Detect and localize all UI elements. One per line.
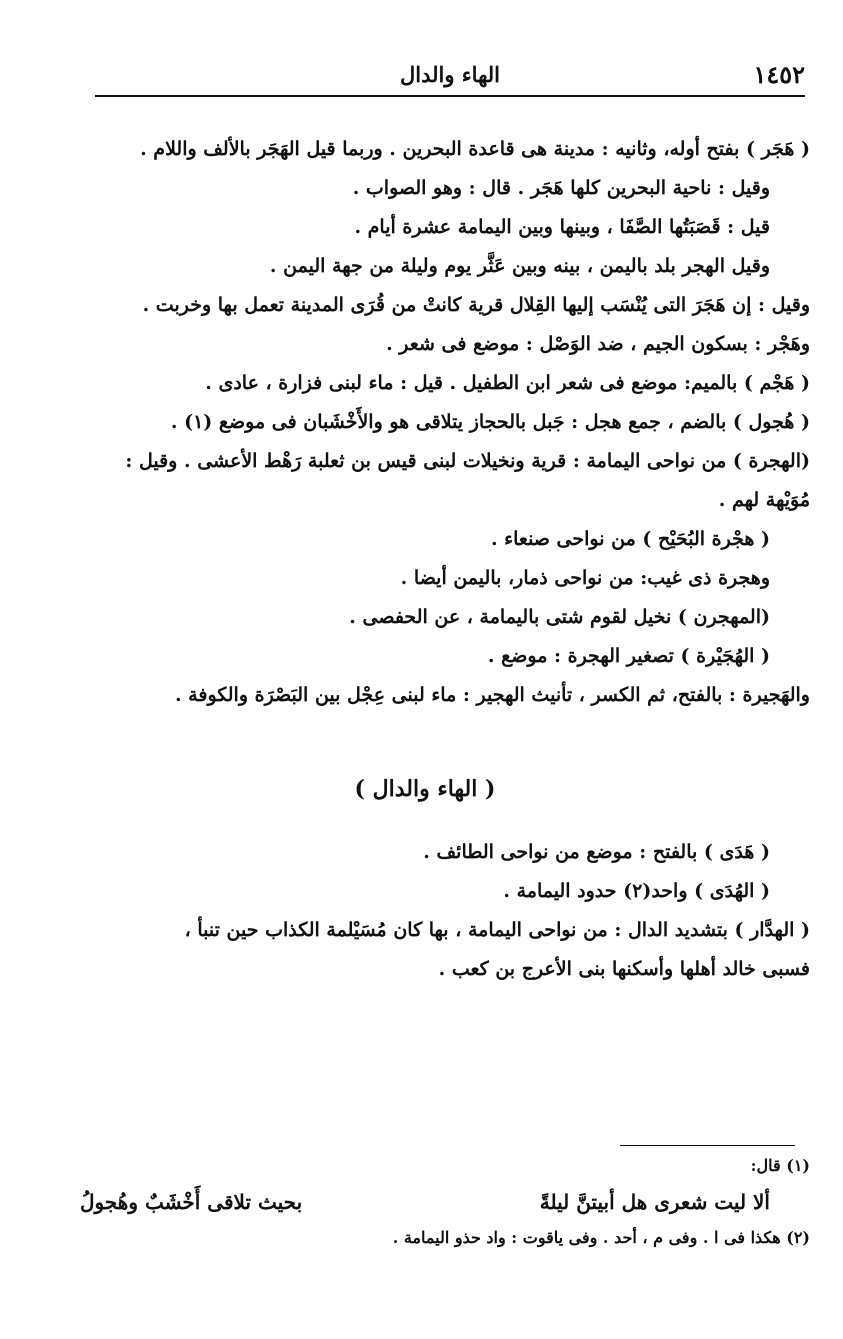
footnote-rule	[620, 1145, 795, 1146]
text-line: وهَجْر : بسكون الجيم ، ضد الوَصْل : موضع فى شعر .	[386, 333, 810, 355]
text-line: (المهجرن ) نخيل لقوم شتى باليمامة ، عن الحفصى .	[349, 606, 770, 628]
footnote-1-label: (١) قال:	[750, 1156, 810, 1175]
footnote-1-verse	[40, 1182, 810, 1222]
text-line: ( الهدَّار ) بتشديد الدال : من نواحى اليمامة ، بها كان مُسَيْلمة الكذاب حين تنبأ ،	[184, 919, 810, 941]
text-line: ( هَدَى ) بالفتح : موضع من نواحى الطائف .	[423, 841, 770, 863]
verse-second-hemistich: بحيث تلاقى أَخْشَبٌ وهُجولُ	[80, 1190, 303, 1214]
footnote-2: (٢) هكذا فى ا . وفى م ، أحد . وفى ياقوت : واد حذو اليمامة .	[392, 1228, 810, 1247]
text-line: وقيل : إن هَجَرَ التى يُنْسَب إليها القِلال قرية كانتْ من قُرَى المدينة تعمل بها وخربت .	[142, 294, 810, 316]
page-number: ١٤٥٢	[753, 60, 805, 89]
text-line: قيل : قَصَبَتُها الصَّفَا ، وبينها وبين اليمامة عشرة أيام .	[354, 216, 770, 238]
text-line: ( هجْرة البُحَيْح ) من نواحى صنعاء .	[490, 528, 770, 550]
section-heading: ( الهاء والدال )	[354, 776, 496, 802]
header-rule	[95, 95, 805, 97]
text-line: ( الهُدَى ) واحد(٢) حدود اليمامة .	[503, 880, 770, 902]
text-line: (الهجرة ) من نواحى اليمامة : قرية ونخيلات لبنى قيس بن ثعلبة رَهْط الأعشى . وقيل :	[125, 450, 810, 472]
page-header	[95, 60, 805, 94]
text-line: ( هَجْم ) بالميم: موضع فى شعر ابن الطفيل . قيل : ماء لبنى فزارة ، عادى .	[205, 372, 810, 394]
text-line: ( الهُجَيْرة ) تصغير الهجرة : موضع .	[487, 645, 770, 667]
text-line: مُوَيْهة لهم .	[718, 489, 810, 511]
footnotes	[40, 1150, 810, 1254]
text-line: ( هُجول ) بالضم ، جمع هجل : جَبل بالحجاز يتلاقى هو والأَخْشَبان فى موضع (١) .	[170, 411, 810, 433]
text-line: وهجرة ذى غيب: من نواحى ذمار، باليمن أيضا .	[400, 567, 770, 589]
text-line: فسبى خالد أهلها وأسكنها بنى الأعرج بن كعب .	[438, 958, 810, 980]
entries-hadal	[40, 833, 810, 989]
text-line: وقيل : ناحية البحرين كلها هَجَر . قال : وهو الصواب .	[352, 177, 770, 199]
main-text	[40, 130, 810, 989]
text-line: وقيل الهجر بلد باليمن ، بينه وبين عَثَّر يوم وليلة من جهة اليمن .	[269, 255, 770, 277]
verse-first-hemistich: ألا ليت شعرى هل أبيتنَّ ليلةً	[539, 1190, 770, 1214]
text-line: والهَجيرة : بالفتح، ثم الكسر ، تأنيث الهجير : ماء لبنى عِجْل بين البَصْرَة والكوفة .	[174, 684, 810, 706]
entries-hajr	[40, 130, 810, 715]
text-line: ( هَجَر ) بفتح أوله، وثانيه : مدينة هى قاعدة البحرين . وربما قيل الهَجَر بالألف واللام .	[140, 138, 810, 160]
running-title: الهاء والدال	[400, 62, 500, 87]
